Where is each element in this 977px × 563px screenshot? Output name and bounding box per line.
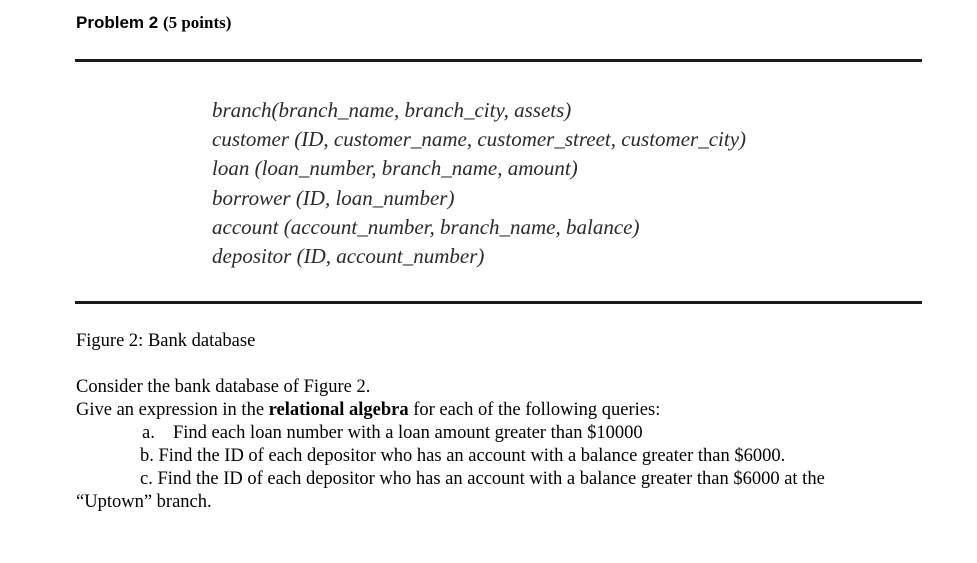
question-body bbox=[76, 376, 825, 514]
problem-points: (5 points) bbox=[162, 13, 232, 32]
query-a-text: Find each loan number with a loan amount greater than $10000 bbox=[173, 423, 643, 443]
query-b-label: b. bbox=[140, 446, 154, 466]
schema-loan: loan (loan_number, branch_name, amount) bbox=[212, 156, 578, 181]
intro-line-2 bbox=[76, 399, 825, 422]
query-b-text: Find the ID of each depositor who has an account with a balance greater than $6000. bbox=[158, 446, 786, 466]
problem-title: Problem 2 bbox=[76, 13, 159, 32]
query-b bbox=[76, 445, 825, 468]
figure-caption: Figure 2: Bank database bbox=[76, 331, 256, 351]
query-c-label: c. bbox=[140, 469, 153, 489]
top-divider bbox=[75, 59, 922, 62]
schema-customer: customer (ID, customer_name, customer_street, customer_city) bbox=[212, 127, 747, 152]
query-c bbox=[76, 468, 825, 491]
schema-account: account (account_number, branch_name, balance) bbox=[212, 214, 640, 239]
schema-list bbox=[212, 96, 746, 271]
query-c-continuation: “Uptown” branch. bbox=[76, 492, 212, 512]
schema-depositor: depositor (ID, account_number) bbox=[212, 243, 485, 268]
schema-branch: branch(branch_name, branch_city, assets) bbox=[212, 98, 572, 122]
query-a bbox=[76, 422, 825, 445]
problem-heading bbox=[76, 13, 231, 33]
query-a-label: a. bbox=[142, 423, 155, 443]
intro-bold-term: relational algebra bbox=[268, 400, 409, 420]
intro-line-1: Consider the bank database of Figure 2. bbox=[76, 377, 371, 397]
query-c-text: Find the ID of each depositor who has an account with a balance greater than $6000 at the bbox=[157, 469, 825, 489]
schema-borrower: borrower (ID, loan_number) bbox=[212, 185, 455, 210]
intro-text-after: for each of the following queries: bbox=[408, 400, 661, 420]
bottom-divider bbox=[75, 301, 922, 304]
intro-text-before: Give an expression in the bbox=[76, 400, 269, 420]
